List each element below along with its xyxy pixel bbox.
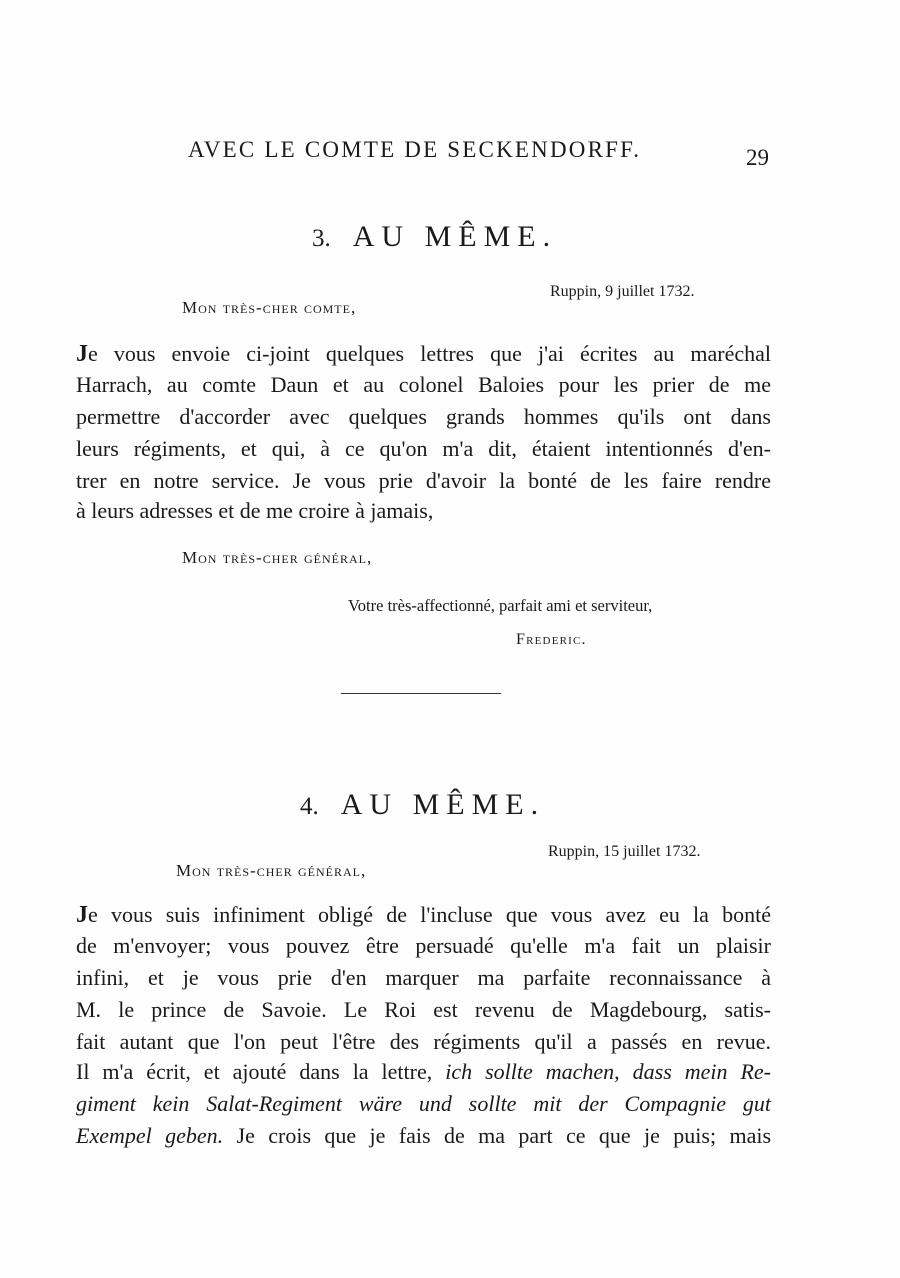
letter-4-body-line-3: infini, et je vous prie d'en marquer ma parfaite reconnaissance à <box>76 965 771 990</box>
letter-3-closing-salutation: Mon très-cher général, <box>182 548 373 567</box>
running-head: AVEC LE COMTE DE SECKENDORFF. <box>188 137 642 162</box>
letter-3-title: AU MÊME. <box>352 220 558 253</box>
letter-4-body-line-7 <box>76 1093 771 1115</box>
letter-3-salutation: Mon très-cher comte, <box>182 298 357 317</box>
page-number: 29 <box>746 145 769 170</box>
letter-4-body-line-4: M. le prince de Savoie. Le Roi est revenu de Magdebourg, satis- <box>76 997 771 1022</box>
letter-3-heading <box>312 220 557 254</box>
letter-4-title: AU MÊME. <box>340 788 546 821</box>
letter-3-drop-cap: J <box>76 341 88 367</box>
letter-4-salutation: Mon très-cher général, <box>176 861 367 880</box>
letter-4-drop-cap: J <box>76 902 88 928</box>
letter-3-number: 3. <box>312 225 331 252</box>
letter-4-body-line-8-italic: Exempel geben. <box>76 1123 224 1148</box>
letter-4-body-line-7-italic: giment kein Salat-Regiment wäre und sollte mit der Compagnie gut <box>76 1091 771 1116</box>
letter-4-body-line-8-plain: Je crois que je fais de ma part ce que je puis; mais <box>236 1123 772 1148</box>
letter-3-body-line-3: permettre d'accorder avec quelques grands hommes qu'ils ont dans <box>76 404 771 429</box>
letter-3-body-line-5: trer en notre service. Je vous prie d'avoir la bonté de les faire rendre <box>76 468 771 493</box>
letter-3-body-line-2: Harrach, au comte Daun et au colonel Baloies pour les prier de me <box>76 372 771 397</box>
letter-4-dateline: Ruppin, 15 juillet 1732. <box>548 843 701 860</box>
letter-3-body-line-1-text: e vous envoie ci-joint quelques lettres que j'ai écrites au maréchal <box>88 341 771 366</box>
letter-3-dateline: Ruppin, 9 juillet 1732. <box>550 283 695 300</box>
letter-4-body-line-8 <box>76 1125 771 1147</box>
letter-4-body-line-1 <box>76 903 771 927</box>
letter-3-body-line-6: à leurs adresses et de me croire à jamais, <box>76 498 434 523</box>
letter-4-body-line-5: fait autant que l'on peut l'être des régiments qu'il a passés en revue. <box>76 1029 771 1054</box>
letter-4-body-line-2: de m'envoyer; vous pouvez être persuadé qu'elle m'a fait un plaisir <box>76 933 771 958</box>
letter-4-body-line-6-plain: Il m'a écrit, et ajouté dans la lettre, <box>76 1059 433 1084</box>
section-divider <box>341 693 501 694</box>
letter-3-closing: Votre très-affectionné, parfait ami et serviteur, <box>348 596 653 615</box>
letter-4-body-line-1-text: e vous suis infiniment obligé de l'incluse que vous avez eu la bonté <box>88 902 771 927</box>
letter-4-number: 4. <box>300 793 319 820</box>
letter-3-signature: Frederic. <box>516 631 587 648</box>
letter-4-body-line-6-italic: ich sollte machen, dass mein Re- <box>445 1059 772 1084</box>
letter-3-body-line-4: leurs régiments, et qui, à ce qu'on m'a dit, étaient intentionnés d'en- <box>76 436 771 461</box>
letter-4-body-line-6 <box>76 1061 771 1083</box>
letter-3-body-line-1 <box>76 342 771 366</box>
letter-4-heading <box>300 788 545 822</box>
